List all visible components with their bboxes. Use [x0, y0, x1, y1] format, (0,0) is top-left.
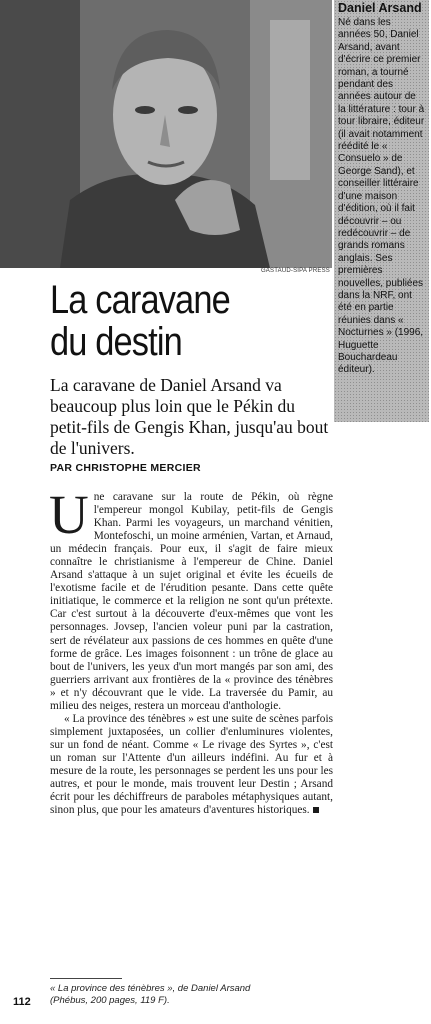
title-line-2: du destin — [50, 320, 182, 364]
paragraph-1 — [49, 484, 333, 713]
footnote-rule — [50, 978, 122, 979]
article-dek: La caravane de Daniel Arsand va beaucoup plus loin que le Pékin du petit-fils de Gengis Khan, jusqu'au bout de l'univers. — [50, 375, 329, 458]
byline: PAR CHRISTOPHE MERCIER — [50, 462, 201, 474]
portrait-image — [0, 0, 332, 268]
paragraph-2-text: « La province des ténèbres » est une suite de scènes parfois simplement juxtaposées, un collier d'enluminures violentes, sur un fond de néant. Comme « Le rivage des Syrtes », c'est un roman sur l'Attente d'un ailleurs indéfini. Au fur et à mesure de la route, les personnages se perdent les uns pour les autres, et pour le monde, mais trouvent leur Destin ; Arsand écrit pour les déchiffreurs de paraboles métaphysiques autant, sinon plus, que pour les amateurs d'aventures historiques. — [50, 712, 333, 817]
author-bio: Né dans les années 50, Daniel Arsand, avant d'écrire ce premier roman, a tourné pendant des années autour de la littérature : tour à tour libraire, éditeur (il avait notamment réédité le « Consuelo » de George Sand), et conseiller littéraire d'une maison d'édition, où il fait découvrir – ou redécouvrir – de grands romans anglais. Ses premières nouvelles, publiées dans la NRF, ont été en partie réunies dans « Nocturnes » (1996, Huguette Bouchardeau éditeur). — [338, 17, 425, 376]
paragraph-2 — [50, 713, 333, 817]
photo-credit: GASTAUD-SIPA PRESS — [260, 268, 330, 274]
drop-cap: U — [49, 484, 89, 545]
article-body — [49, 484, 333, 817]
author-sidebar — [334, 0, 429, 422]
end-mark-icon — [313, 807, 319, 813]
author-name: Daniel Arsand — [338, 1, 422, 15]
paragraph-1-text: ne caravane sur la route de Pékin, où règne l'empereur mongol Kubilay, petit-fils de Gengis Khan. Parmi les voyageurs, un marchand vénitien, Montefoschi, un moine arménien, Vartan, et Arnaud, un médecin français. Pour eux, il s'agit de faire mieux connaître le christianisme à l'empereur de Chine. Daniel Arsand s'attaque à un sujet original et évite les écueils de l'exotisme facile et de l'érudition pesante. Dans cette quête initiatique, le commerce et la religion ne sont qu'un prétexte. Car c'est surtout à la découverte d'eux-mêmes que vont les personnages. Jovsep, l'ancien voleur puni par la castration, sert de révélateur aux passions de ces hommes en quête d'une forme de grâce. Les images foisonnent : un trône de glace au bout de l'univers, les yeux d'un mort mangés par son ami, des guerriers arrivant aux frontières de la « province des ténèbres » et n'y découvrant que le vide. La traversée du Pamir, au milieu des neiges, restera un morceau d'anthologie. — [50, 491, 333, 712]
author-photo — [0, 0, 332, 268]
book-reference-line-1: « La province des ténèbres », de Daniel Arsand — [50, 983, 251, 994]
title-line-1: La caravane — [50, 278, 230, 322]
book-reference-line-2: (Phébus, 200 pages, 119 F). — [50, 995, 170, 1006]
article-title — [50, 279, 291, 363]
page-number: 112 — [13, 996, 31, 1008]
book-reference — [50, 983, 335, 1007]
